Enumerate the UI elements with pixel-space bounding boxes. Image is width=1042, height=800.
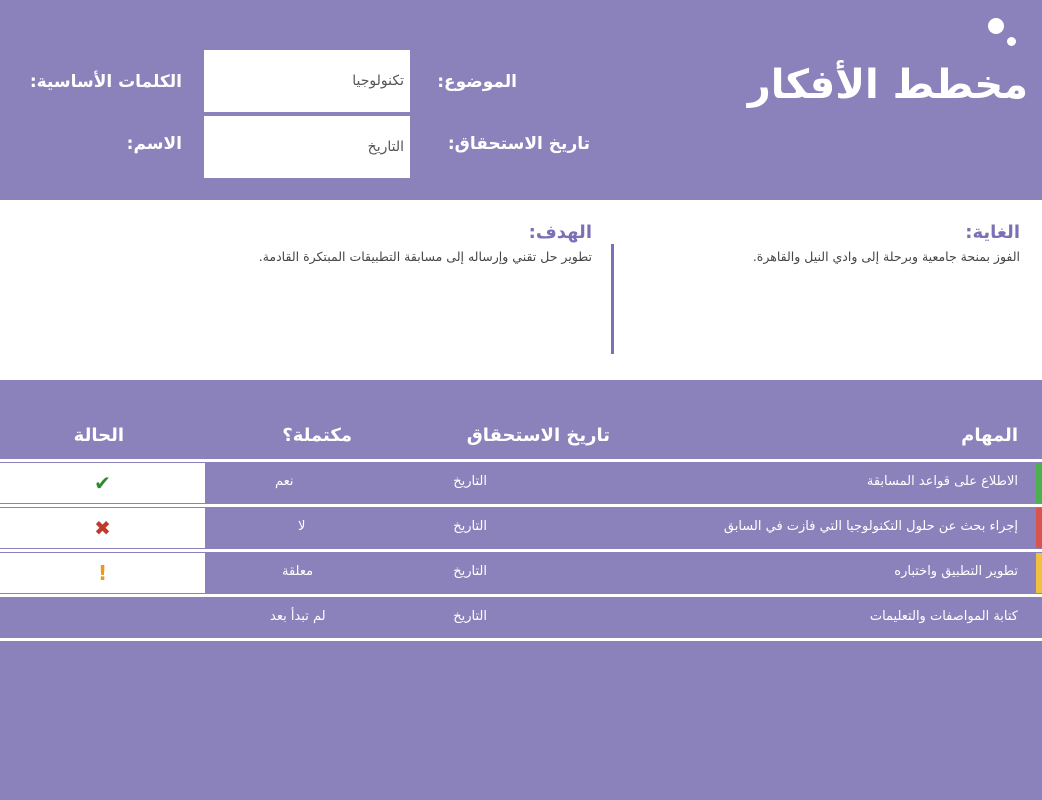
header-due-date: تاريخ الاستحقاق (466, 425, 610, 446)
table-row[interactable] (0, 508, 1042, 548)
page-title: مخطط الأفكار (747, 62, 1028, 108)
divider (0, 638, 1042, 641)
divider (0, 459, 1042, 462)
subject-field[interactable] (204, 50, 410, 112)
status-edge (1036, 553, 1042, 593)
header-tasks: المهام (961, 425, 1018, 446)
logo-dot-icon (988, 18, 1004, 34)
task-cell: الاطلاع على قواعد المسابقة (866, 474, 1018, 489)
objective-label: الهدف: (528, 222, 592, 243)
goals-panel (0, 200, 1042, 380)
divider (0, 549, 1042, 552)
divider (611, 244, 614, 354)
complete-cell: نعم (275, 474, 294, 489)
status-edge (1036, 463, 1042, 503)
complete-cell: لا (298, 519, 306, 534)
due-date-value: التاريخ (367, 139, 404, 155)
divider (0, 504, 1042, 507)
status-edge (1036, 508, 1042, 548)
table-row[interactable] (0, 598, 1042, 638)
table-row[interactable] (0, 553, 1042, 593)
header-status: الحالة (73, 425, 124, 446)
keywords-label: الكلمات الأساسية: (29, 72, 182, 92)
aim-label: الغاية: (965, 222, 1020, 243)
date-cell: التاريخ (453, 474, 487, 489)
divider (0, 594, 1042, 597)
date-cell: التاريخ (453, 609, 487, 624)
complete-cell: لم تبدأ بعد (270, 609, 326, 624)
subject-label: الموضوع: (437, 72, 517, 92)
logo-dot-small-icon (1007, 37, 1016, 46)
complete-cell: معلقة (282, 564, 314, 579)
task-cell: تطوير التطبيق واختباره (894, 564, 1018, 579)
date-cell: التاريخ (453, 564, 487, 579)
date-cell: التاريخ (453, 519, 487, 534)
objective-text: تطوير حل تقني وإرساله إلى مسابقة التطبيقات المبتكرة القادمة. (258, 249, 592, 264)
due-date-label: تاريخ الاستحقاق: (447, 134, 590, 154)
subject-value: تكنولوجيا (352, 73, 404, 89)
check-icon: ✔ (0, 463, 205, 503)
header-complete: مكتملة؟ (282, 425, 352, 446)
aim-text: الفوز بمنحة جامعية وبرحلة إلى وادي النيل والقاهرة. (752, 249, 1020, 264)
cross-icon: ✖ (0, 508, 205, 548)
name-label: الاسم: (126, 134, 182, 154)
due-date-field[interactable] (204, 116, 410, 178)
task-cell: إجراء بحث عن حلول التكنولوجيا التي فازت في السابق (723, 519, 1018, 534)
warning-icon: ! (0, 553, 205, 593)
task-cell: كتابة المواصفات والتعليمات (869, 609, 1018, 624)
table-row[interactable] (0, 463, 1042, 503)
